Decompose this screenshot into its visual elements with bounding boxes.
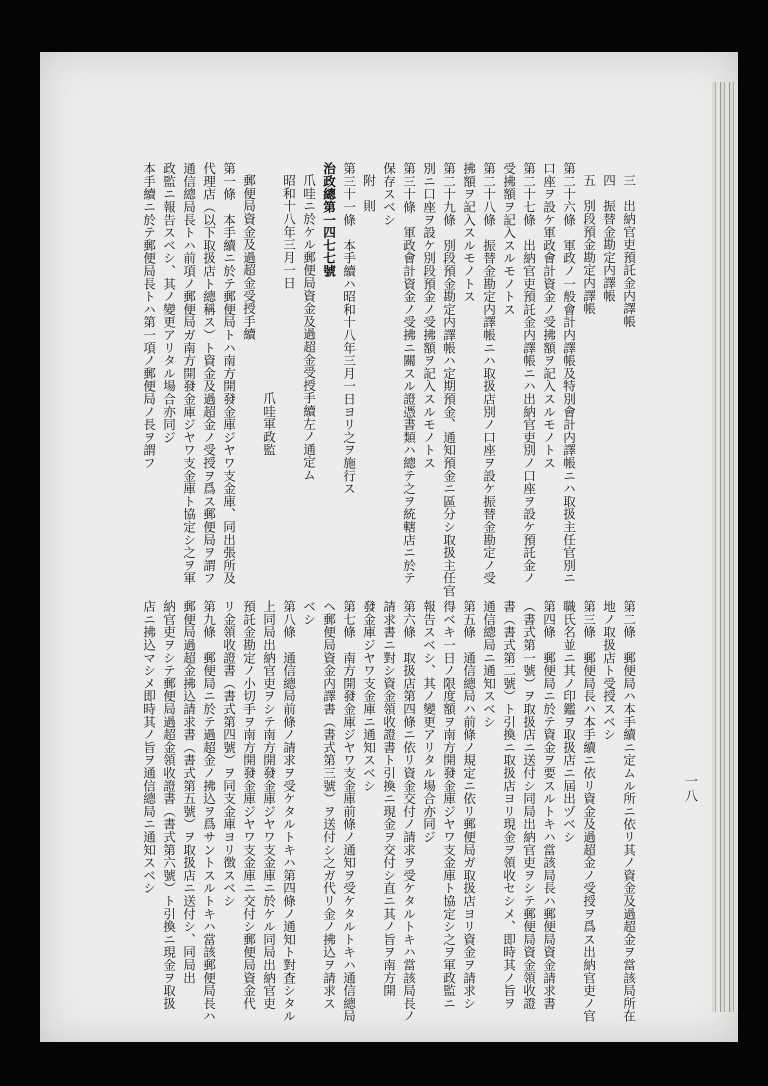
lower-text-line: 第三條 郵便局長ハ本手續ニ依リ資金及過超金ノ受授ヲ爲ス出納官吏ノ官	[581, 600, 596, 1023]
upper-text-line: 第三十一條 本手續ハ昭和十八年三月一日ヨリ之ヲ施行ス	[341, 162, 356, 495]
lower-text-line: 第六條 取扱店第四條ニ依リ資金交付ノ請求ヲ受ケタルトキハ當該局長ノ	[401, 600, 416, 1023]
lower-text-line: 納官吏ヲシテ郵便局過超金領收證書（書式第六號）ト引換ニ現金ヲ取扱	[161, 600, 176, 1010]
lower-text-line: 職氏名並ニ其ノ印鑑ヲ取扱店ニ屆出ヅベシ	[561, 600, 576, 844]
upper-text-line: 治政總第一四七七號	[321, 162, 336, 278]
upper-text-line: 政監ニ報告スベシ、其ノ變更アリタル場合亦同ジ	[161, 162, 176, 444]
binding-edge	[712, 82, 738, 1012]
upper-text-line: 受拂額ヲ記入スルモノトス	[501, 162, 516, 316]
lower-text-line: 書（書式第二號）ト引換ニ取扱店ヨリ現金ヲ領收セシメ、即時其ノ旨ヲ	[501, 600, 516, 1010]
upper-text-line: 口座ヲ設ケ軍政會計資金ノ受拂額ヲ記入スルモノトス	[541, 162, 556, 470]
lower-text-line: 郵便局過超金拂込請求書（書式第五號）ヲ取扱店ニ送付シ、同局出	[181, 600, 196, 984]
upper-text-line: 爪哇軍政監	[261, 392, 276, 456]
upper-text-line: 郵便局資金及過超金受授手續	[241, 174, 256, 341]
lower-text-line: 第二條 郵便局ハ本手續ニ定ムル所ニ依リ其ノ資金及過超金ヲ當該局所在	[621, 600, 636, 1023]
upper-text-line: 本手續ニ於テ郵便局長トハ第一項ノ郵便局ノ長ヲ謂フ	[141, 162, 156, 470]
upper-text-line: 三 出納官吏預託金内譯帳	[621, 174, 636, 328]
upper-text-line: 第三十條 軍政會計資金ノ受拂ニ關スル證憑書類ハ總テ之ヲ統轄店ニ於テ	[401, 162, 416, 585]
lower-text-line: （書式第一號）ヲ取扱店ニ送付シ同局出納官吏ヲシテ郵便局資金領收證	[521, 600, 536, 1010]
upper-text-line: 第二十七條 出納官吏預託金内譯帳ニハ出納官吏別ノ口座ヲ設ケ預託金ノ	[521, 162, 536, 585]
upper-text-block	[141, 162, 638, 598]
upper-text-line: 代理店（以下取扱店ト總稱ス）ト資金及過超金ノ受授ヲ爲ス郵便局ヲ謂フ	[201, 162, 216, 585]
upper-text-line: 別ニ口座ヲ設ケ別段預金ノ受拂額ヲ記入スルモノトス	[421, 162, 436, 470]
upper-text-line: 第二十六條 軍政ノ一般會計内譯帳及特別會計内譯帳ニハ取扱主任官別ニ	[561, 162, 576, 585]
lower-text-line: 報告スベシ、其ノ變更アリタル場合亦同ジ	[421, 600, 436, 844]
lower-text-line: 發金庫ジヤワ支金庫ニ通知スベシ	[361, 600, 376, 792]
upper-text-line: 保存スベシ	[381, 162, 396, 226]
page-number: 一八	[682, 774, 697, 804]
lower-text-line: 得ベキ一日ノ限度額ヲ南方開發金庫ジヤワ支金庫ト協定シ之ヲ軍政監ニ	[441, 600, 456, 1010]
upper-text-line: 通信總局長トハ前項ノ郵便局ガ南方開發金庫ジヤワ支金庫ト協定シ之ヲ軍	[181, 162, 196, 585]
lower-text-line: 店ニ拂込マシメ即時其ノ旨ヲ通信總局ニ通知スベシ	[141, 600, 156, 895]
lower-text-line: リ金領收證書（書式第四號）ヲ同支金庫ヨリ徴スベシ	[221, 600, 236, 908]
lower-text-line: 通信總局ニ通知スベシ	[481, 600, 496, 728]
lower-text-line: 第五條 通信總局ハ前條ノ規定ニ依リ郵便局ガ取扱店ヨリ資金ヲ請求シ	[461, 600, 476, 1010]
upper-text-line: 第二十九條 別段預金勘定内譯帳ハ定期預金、通知預金ニ區分シ取扱主任官	[441, 162, 456, 598]
upper-text-line: 五 別段預金勘定内譯帳	[581, 174, 596, 315]
upper-text-line: 附 則	[361, 174, 376, 213]
lower-text-line: 第九條 郵便局ニ於テ過超金ノ拂込ヲ爲サントスルトキハ當該郵便局長ハ	[201, 600, 216, 1023]
upper-text-line: 四 振替金勘定内譯帳	[601, 174, 616, 302]
lower-text-line: 上同局出納官吏ヲシテ南方開發金庫ジヤワ支金庫ニ於ケル同局出納官吏	[261, 600, 276, 1010]
lower-text-line: ベシ	[301, 600, 316, 626]
document-page	[40, 52, 738, 1042]
lower-text-block	[141, 600, 638, 1030]
lower-text-line: ヘ郵便局資金内譯書（書式第三號）ヲ送付シ之ガ代リ金ノ拂込ヲ請求ス	[321, 600, 336, 1010]
lower-text-line: 第八條 通信總局前條ノ請求ヲ受ケタルトキハ第四條ノ通知ト對査シタル	[281, 600, 296, 1023]
upper-text-line: 昭和十八年三月一日	[281, 174, 296, 290]
upper-text-line: 爪哇ニ於ケル郵便局資金及過超金受授手續左ノ通定ム	[301, 174, 316, 482]
upper-text-line: 第一條 本手續ニ於テ郵便局トハ南方開發金庫ジヤワ支金庫、同出張所及	[221, 162, 236, 585]
lower-text-line: 請求書ニ對シ資金領收證書ト引換ニ現金ヲ交付シ直ニ其ノ旨ヲ南方開	[381, 600, 396, 997]
lower-text-line: 第七條 南方開發金庫ジヤワ支金庫前條ノ通知ヲ受ケタルトキハ通信總局	[341, 600, 356, 1023]
upper-text-line: 拂額ヲ記入スルモノトス	[461, 162, 476, 303]
lower-text-line: 地ノ取扱店ト受授スベシ	[601, 600, 616, 741]
upper-text-line: 第二十八條 振替金勘定内譯帳ニハ取扱店別ノ口座ヲ設ケ振替金勘定ノ受	[481, 162, 496, 585]
lower-text-line: 預託金勘定ノ小切手ヲ南方開發金庫ジヤワ支金庫ニ交付シ郵便局資金代	[241, 600, 256, 1010]
lower-text-line: 第四條 郵便局ニ於テ資金ヲ要スルトキハ當該局長ハ郵便局資金請求書	[541, 600, 556, 1010]
